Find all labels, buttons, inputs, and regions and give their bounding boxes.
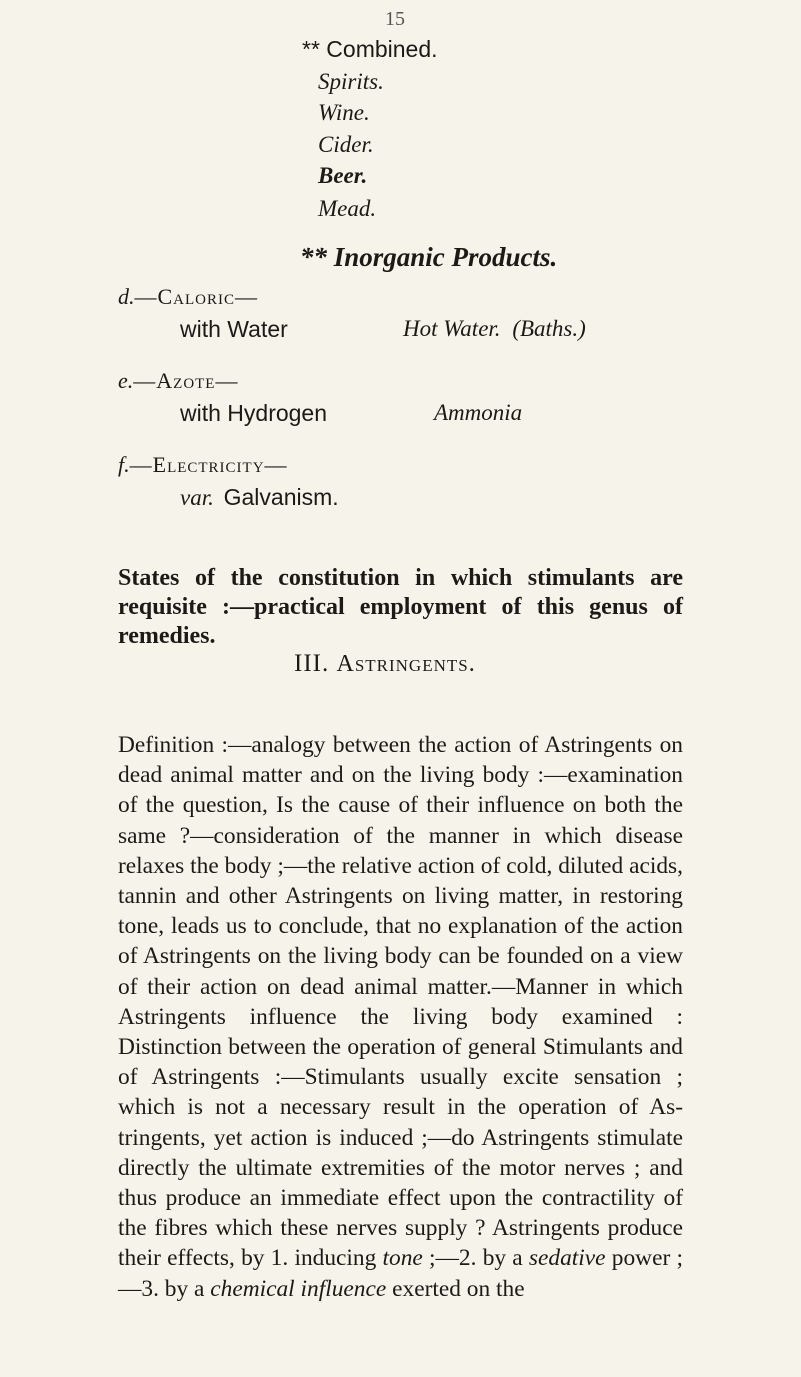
electricity-product: Galvanism. xyxy=(223,484,339,510)
azote-name: —Azote— xyxy=(133,368,239,393)
caloric-note: (Baths.) xyxy=(512,316,586,341)
electricity-var: var. xyxy=(180,485,214,510)
section-numeral: III. xyxy=(294,650,330,677)
caloric-entry xyxy=(118,284,258,310)
combined-item-mead: Mead. xyxy=(318,196,377,221)
electricity-entry xyxy=(118,452,288,478)
combined-item-wine: Wine. xyxy=(318,100,370,125)
caloric-with: with Water xyxy=(180,316,288,342)
inorganic-heading: ** Inorganic Products. xyxy=(300,242,558,272)
azote-letter: e. xyxy=(118,368,134,393)
paragraph-part-4: exerted on the xyxy=(386,1275,525,1302)
caloric-product xyxy=(403,316,586,342)
combined-item-beer: Beer. xyxy=(318,163,368,188)
combined-item-cider: Cider. xyxy=(318,132,374,157)
paragraph-chemical: chemical influence xyxy=(210,1275,387,1302)
caloric-product-name: Hot Water. xyxy=(403,316,501,341)
caloric-letter: d. xyxy=(118,284,135,309)
combined-item-spirits: Spirits. xyxy=(318,69,384,94)
electricity-name: —Electricity— xyxy=(129,452,288,477)
azote-entry xyxy=(118,368,238,394)
paragraph-part-1: Definition :—analogy between the action of Astringents on dead animal matter and on the living body :—examination of the question, Is the cause of their influence on both the same ?—consideration of the manner in which disease relaxes the body ;—the relative action of cold, diluted acids, tannin and other Astringents on living matter, in restoring tone, leads us to conclude, that no explanation of the action of Astringents on the living body can be founded on a view of their action on dead animal matter.—Manner in which Astringents influence the living body examined : Distinction between the operation of general Stimulants and of Astringents :—Stimulants usually excite sensation ; which is not a necessary result in the operation of Astringents, yet action is induced ;—do Astringents stimulate directly the ultimate extremities of the motor nerves ; and thus produce an immediate effect upon the contractility of the fibres which these nerves supply ? Astringents produce their effects, by 1. inducing xyxy=(118,732,683,1272)
paragraph-part-2: ;—2. by a xyxy=(422,1245,529,1272)
combined-heading: ** Combined. xyxy=(302,36,438,62)
astringents-paragraph xyxy=(118,730,683,1304)
section-title xyxy=(294,650,476,678)
electricity-var-line xyxy=(180,484,339,511)
states-paragraph: States of the constitution in which stimulants are requisite :—practical employment of this genus of remedies. xyxy=(118,565,683,649)
paragraph-tone: tone xyxy=(382,1245,423,1272)
paragraph-part-3: power ;—3. by a xyxy=(118,1245,683,1302)
azote-with: with Hydrogen xyxy=(180,400,328,426)
paragraph-sedative: sedative xyxy=(528,1245,606,1272)
caloric-name: —Caloric— xyxy=(134,284,259,309)
electricity-letter: f. xyxy=(118,452,130,477)
section-name: Astringents. xyxy=(336,651,476,677)
azote-product: Ammonia xyxy=(434,400,523,425)
page-number: 15 xyxy=(385,8,405,30)
